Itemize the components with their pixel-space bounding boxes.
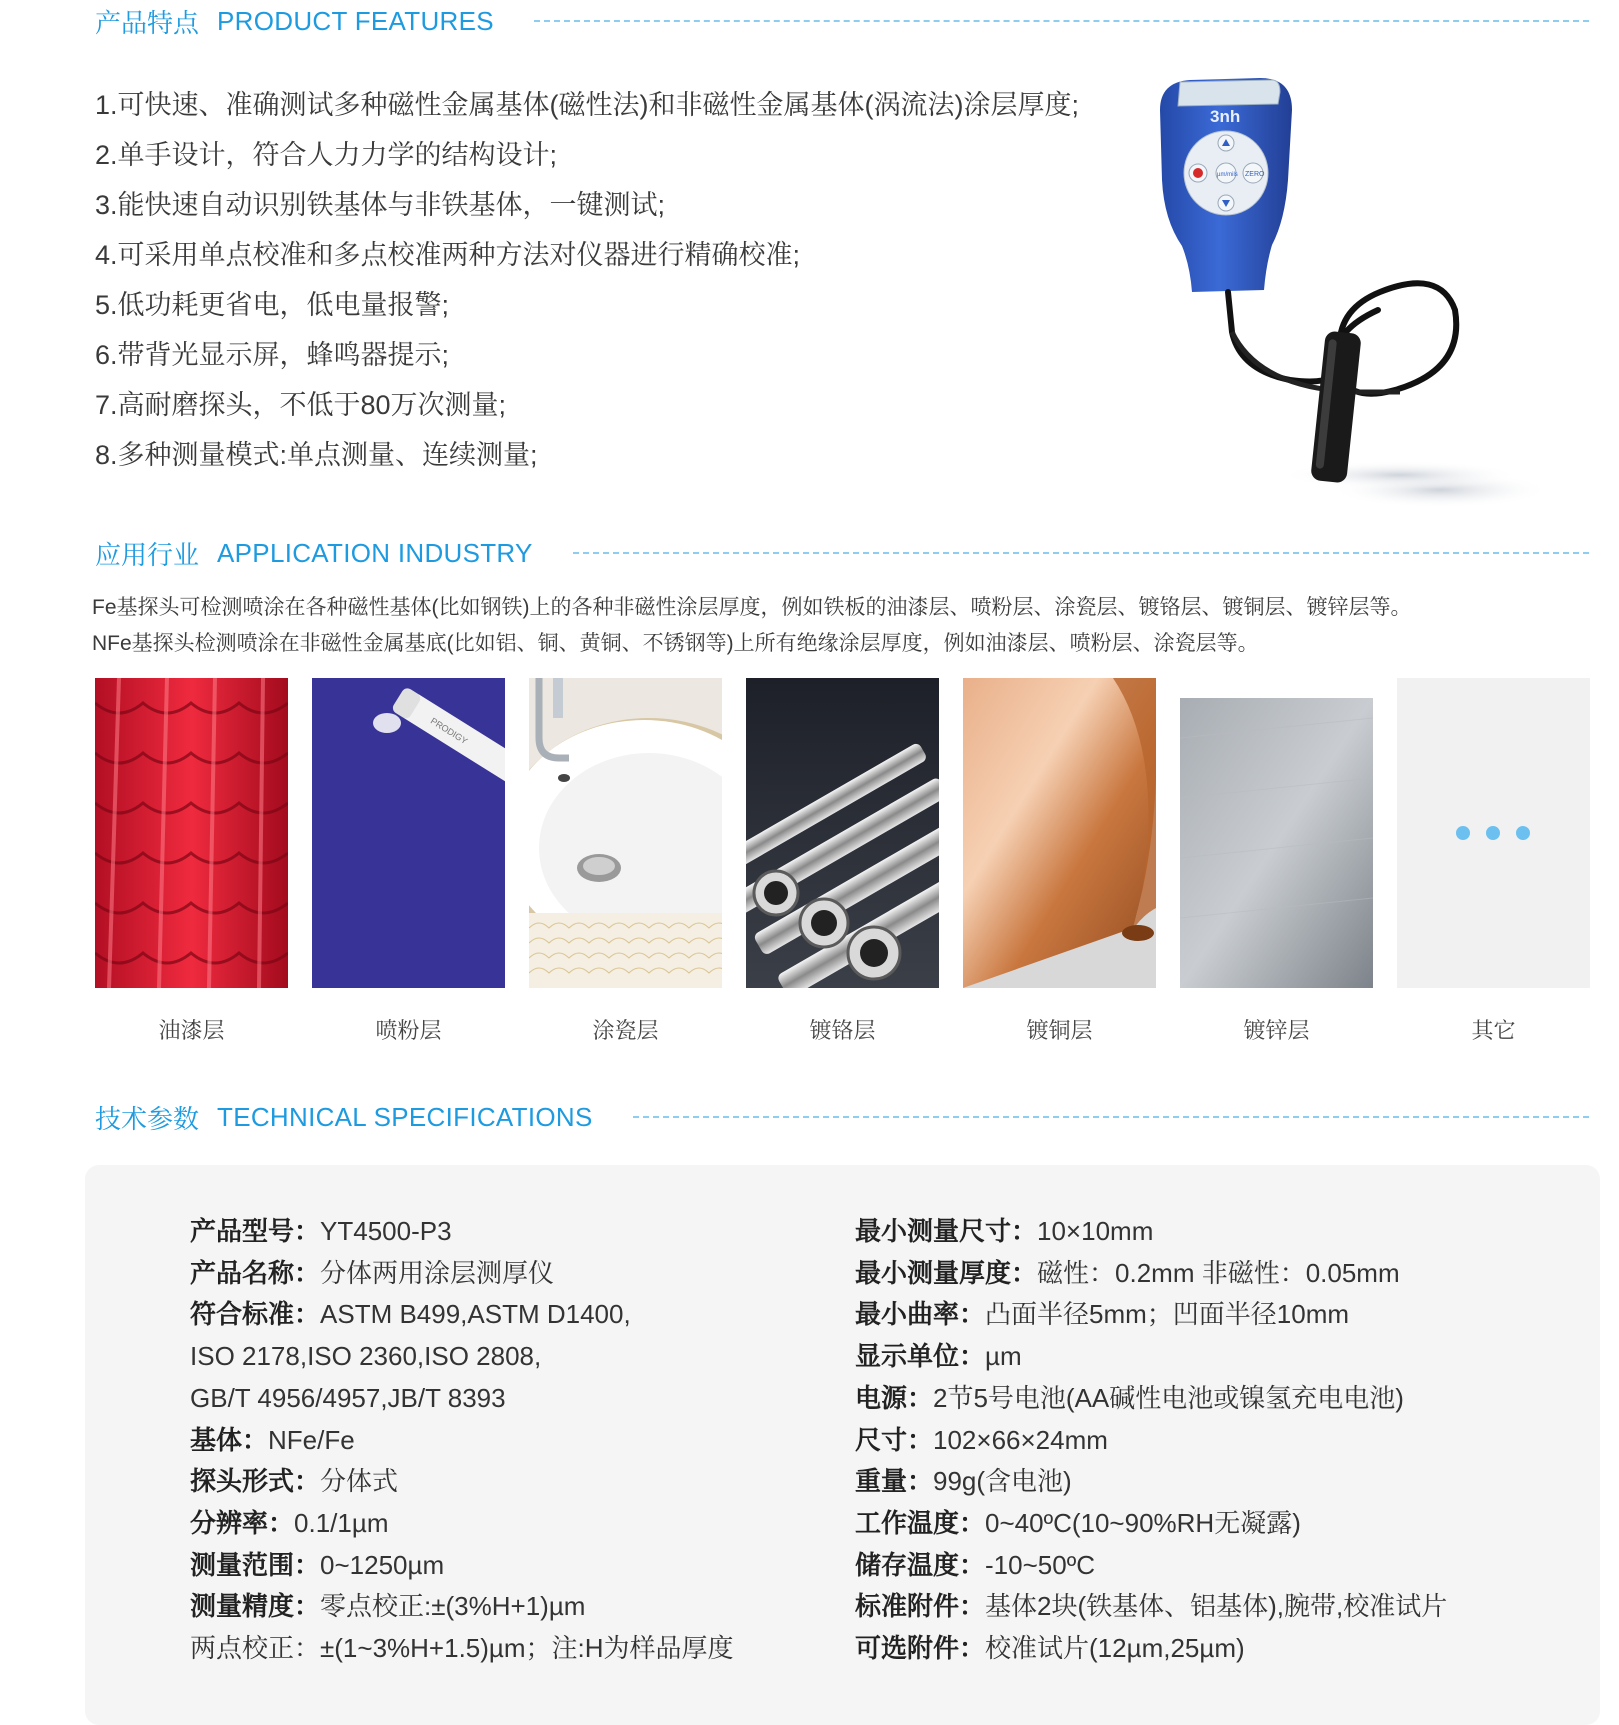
spec-row: 符合标准：ASTM B499,ASTM D1400,: [190, 1299, 631, 1330]
spec-row: 基体：NFe/Fe: [190, 1424, 355, 1455]
spec-row: 标准附件：基体2块(铁基体、铝基体),腕带,校准试片: [855, 1591, 1448, 1622]
gauge-mode-key: µm/mils: [1217, 172, 1238, 178]
application-title-zh: 应用行业: [95, 539, 200, 570]
spec-row: 显示单位：µm: [855, 1341, 1022, 1372]
application-title-en: APPLICATION INDUSTRY: [217, 537, 533, 568]
spec-row: 产品名称：分体两用涂层测厚仪: [190, 1257, 555, 1288]
tile-caption: 其它: [1471, 1018, 1516, 1043]
spec-row: 储存温度：-10~50ºC: [855, 1549, 1095, 1580]
application-desc-fe: Fe基探头可检测喷涂在各种磁性基体(比如钢铁)上的各种非磁性涂层厚度，例如铁板的油漆层、喷粉层、涂瓷层、镀铬层、镀铜层、镀锌层等。: [92, 596, 1412, 619]
tile-caption: 镀铜层: [1026, 1018, 1093, 1043]
spec-row: 工作温度：0~40ºC(10~90%RH无凝露): [855, 1507, 1301, 1538]
feature-item: 1.可快速、准确测试多种磁性金属基体(磁性法)和非磁性金属基体(涡流法)涂层厚度;: [95, 90, 1079, 120]
spec-row: 测量精度：零点校正:±(3%H+1)µm: [190, 1591, 586, 1622]
feature-item: 8.多种测量模式:单点测量、连续测量;: [95, 440, 538, 470]
feature-item: 4.可采用单点校准和多点校准两种方法对仪器进行精确校准;: [95, 240, 801, 270]
spec-row: 两点校正：±(1~3%H+1.5)µm；注:H为样品厚度: [190, 1633, 734, 1664]
spec-row: 电源：2节5号电池(AA碱性电池或镍氢充电电池): [855, 1382, 1404, 1413]
features-divider: [534, 20, 1589, 22]
spec-row: 可选附件：校准试片(12µm,25µm): [855, 1633, 1245, 1664]
tile-ceramic-layer: [529, 678, 722, 1045]
feature-item: 5.低功耗更省电，低电量报警;: [95, 290, 450, 320]
zinc-plate-image: [1180, 678, 1373, 988]
features-title-en: PRODUCT FEATURES: [217, 5, 494, 36]
probe-label: PRODIGY: [428, 715, 470, 747]
spec-row: ISO 2178,ISO 2360,ISO 2808,: [190, 1341, 542, 1372]
copper-foil-image: [963, 678, 1156, 988]
specs-title-en: TECHNICAL SPECIFICATIONS: [217, 1101, 593, 1132]
specs-left-column: [190, 1211, 734, 1670]
tile-other: [1397, 678, 1590, 1045]
features-list: [95, 80, 1115, 480]
specs-header: [95, 1102, 1589, 1132]
gauge-zero-key: ZERO: [1245, 171, 1265, 178]
application-header: [95, 538, 1589, 568]
spec-row: 尺寸：102×66×24mm: [855, 1424, 1108, 1455]
feature-item: 6.带背光显示屏，蜂鸣器提示;: [95, 340, 450, 370]
tile-caption: 涂瓷层: [592, 1018, 659, 1043]
spec-row: 最小曲率：凸面半径5mm；凹面半径10mm: [855, 1299, 1350, 1330]
spec-row: 测量范围：0~1250µm: [190, 1549, 445, 1580]
feature-item: 2.单手设计，符合人力力学的结构设计;: [95, 140, 558, 170]
tile-caption: 镀锌层: [1243, 1018, 1310, 1043]
gauge-brand: 3nh: [1210, 107, 1241, 126]
tile-zinc-layer: [1180, 678, 1373, 1045]
other-placeholder: [1397, 678, 1590, 988]
spec-row: 最小测量尺寸：10×10mm: [855, 1216, 1154, 1246]
application-desc-nfe: NFe基探头检测喷涂在非磁性金属基底(比如铝、铜、黄铜、不锈钢等)上所有绝缘涂层厚度，例如油漆层、喷粉层、涂瓷层等。: [92, 632, 1259, 655]
spec-row: GB/T 4956/4957,JB/T 8393: [190, 1382, 506, 1413]
tile-caption: 喷粉层: [375, 1018, 442, 1043]
thickness-gauge-image: [1140, 70, 1560, 530]
features-title-zh: 产品特点: [95, 7, 200, 38]
spec-row: 分辨率：0.1/1µm: [190, 1507, 389, 1538]
feature-item: 3.能快速自动识别铁基体与非铁基体，一键测试;: [95, 190, 666, 220]
specs-divider: [633, 1116, 1589, 1118]
features-header: [95, 6, 1589, 36]
specs-right-column: [855, 1211, 1447, 1670]
paint-roof-image: [95, 678, 288, 988]
tile-caption: 镀铬层: [809, 1018, 876, 1043]
more-dots-icon: [1397, 678, 1590, 988]
feature-item: 7.高耐磨探头，不低于80万次测量;: [95, 390, 507, 420]
spec-row: 探头形式：分体式: [190, 1466, 399, 1497]
application-description: [92, 590, 1592, 662]
ceramic-sink-image: [529, 678, 722, 988]
spec-row: 产品型号：YT4500-P3: [190, 1216, 452, 1246]
tile-paint-layer: [95, 678, 288, 1045]
tile-chrome-layer: [746, 678, 939, 1045]
application-gallery: [95, 678, 1590, 1058]
application-divider: [573, 552, 1589, 554]
chrome-sockets-image: [746, 678, 939, 988]
tile-caption: 油漆层: [158, 1018, 225, 1043]
powder-coat-image: [312, 678, 505, 988]
gauge-illustration: [1140, 70, 1560, 530]
tile-powder-layer: [312, 678, 505, 1045]
specs-title-zh: 技术参数: [95, 1103, 200, 1134]
tile-copper-layer: [963, 678, 1156, 1045]
spec-row: 最小测量厚度：磁性：0.2mm 非磁性：0.05mm: [855, 1257, 1400, 1288]
spec-row: 重量：99g(含电池): [855, 1466, 1072, 1497]
